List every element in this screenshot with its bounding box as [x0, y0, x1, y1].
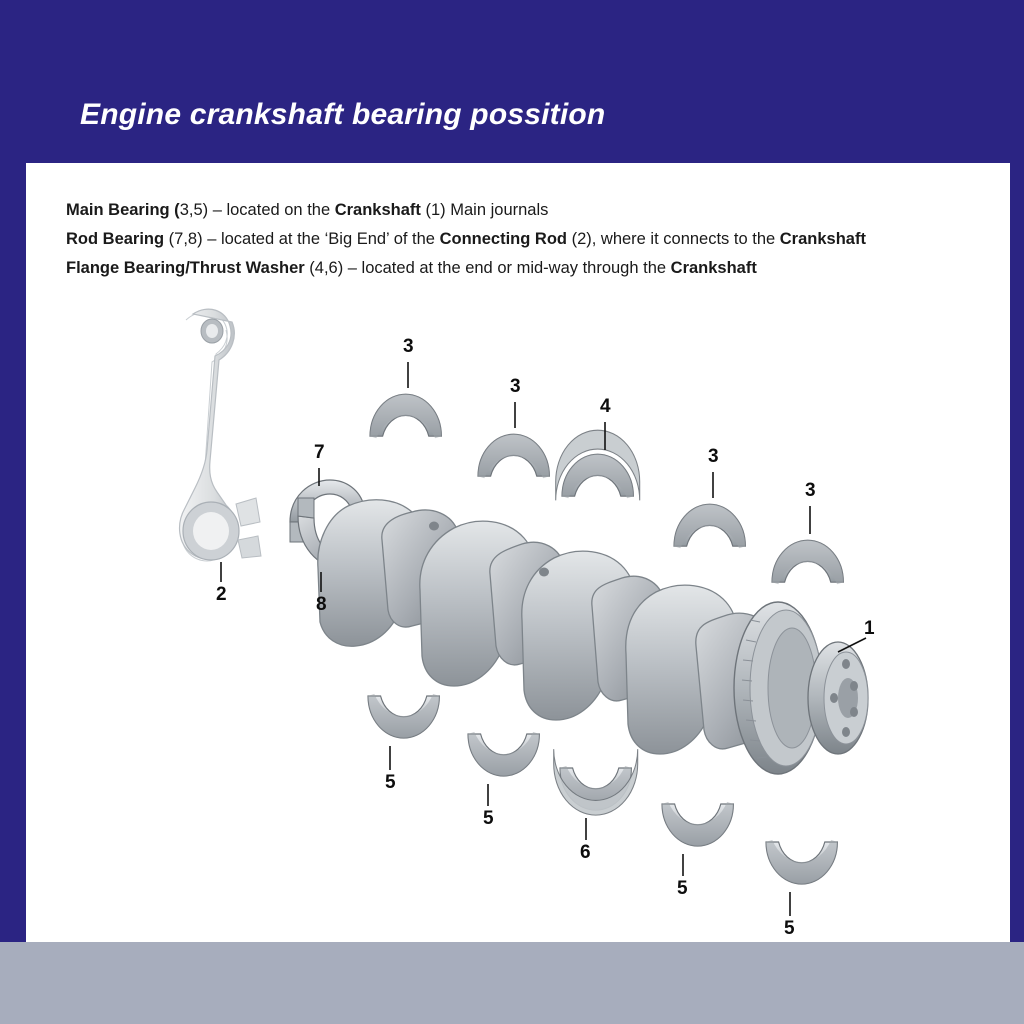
- label-8: 8: [316, 594, 327, 615]
- label-1: 1: [864, 618, 875, 639]
- caption-line-2-text-2: (2), where it connects to the: [566, 230, 780, 248]
- part-thrust-washer: [554, 749, 638, 815]
- caption-line-2: [66, 225, 996, 254]
- part-flange-bearing: [556, 430, 640, 500]
- part-main-bearing-upper-2: [478, 434, 549, 478]
- caption-line-2-bold-1: Rod Bearing: [66, 230, 165, 248]
- caption-line-3-bold-1: Flange Bearing/Thrust Washer: [66, 259, 305, 277]
- label-3-c: 3: [708, 446, 719, 467]
- part-main-bearing-upper-3: [674, 504, 745, 548]
- part-main-bearing-lower-4: [766, 840, 837, 884]
- label-5-b: 5: [483, 808, 494, 829]
- label-5-a: 5: [385, 772, 396, 793]
- caption-line-1-text-2: (1) Main journals: [420, 201, 549, 219]
- label-3-b: 3: [510, 376, 521, 397]
- label-3-d: 3: [805, 480, 816, 501]
- caption-line-2-text-1: (7,8) – located at the ‘Big End’ of the: [164, 230, 440, 248]
- caption-line-1-bold-1: Main Bearing (: [66, 201, 180, 219]
- caption-line-2-bold-2: Connecting Rod: [439, 230, 567, 248]
- part-main-bearing-lower-1: [368, 694, 439, 738]
- caption-line-1: [66, 196, 996, 225]
- page-title: Engine crankshaft bearing possition: [80, 98, 606, 131]
- label-7: 7: [314, 442, 325, 463]
- caption-line-3: [66, 254, 996, 283]
- caption-line-2-bold-3: Crankshaft: [779, 230, 866, 248]
- label-5-c: 5: [677, 878, 688, 899]
- label-5-d: 5: [784, 918, 795, 939]
- caption-block: [66, 196, 996, 283]
- caption-line-3-text-1: (4,6) – located at the end or mid-way through the: [304, 259, 671, 277]
- label-4: 4: [600, 396, 611, 417]
- label-6: 6: [580, 842, 591, 863]
- part-main-bearing-upper-1: [370, 394, 441, 438]
- part-main-bearing-lower-3: [662, 802, 733, 846]
- caption-line-1-text-1: 3,5) – located on the: [179, 201, 335, 219]
- footer-band: [0, 942, 1024, 1024]
- crankshaft-diagram: [60, 300, 970, 940]
- header-band: [0, 0, 1024, 163]
- label-3-a: 3: [403, 336, 414, 357]
- part-main-bearing-lower-2: [468, 732, 539, 776]
- part-main-bearing-upper-4: [772, 540, 843, 584]
- label-2: 2: [216, 584, 227, 605]
- part-connecting-rod: [180, 309, 261, 561]
- caption-line-3-bold-2: Crankshaft: [670, 259, 757, 277]
- crankshaft-flange: [808, 642, 868, 754]
- caption-line-1-bold-2: Crankshaft: [334, 201, 421, 219]
